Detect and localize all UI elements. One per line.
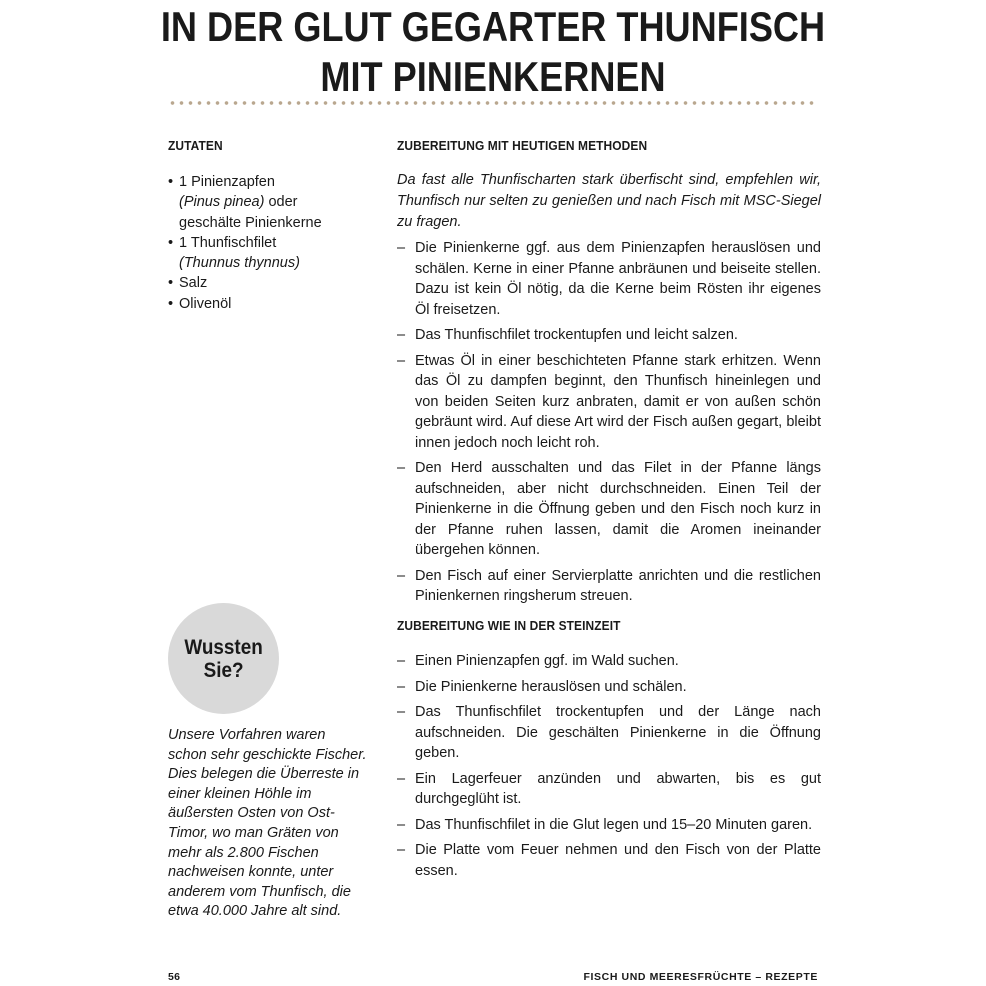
did-you-know-badge xyxy=(168,603,279,714)
page-number: 56 xyxy=(168,971,181,983)
step-text: Das Thunfischfilet trockentupfen und der Länge nach aufschneiden. Die geschälten Pinienkerne in die Öffnung geben. xyxy=(415,704,821,761)
ingredient-line xyxy=(179,192,348,212)
step-item xyxy=(397,458,821,561)
modern-method-intro: Da fast alle Thunfischarten stark überfischt sind, empfehlen wir, Thunfisch nur selten zu genießen und nach Fisch mit MSC-Siegel zu fragen. xyxy=(397,172,821,230)
step-text: Die Pinienkerne ggf. aus dem Pinienzapfen herauslösen und schälen. Kerne in einer Pfanne anbräunen und beiseite stellen. Dazu ist kein Öl nötig, da die Kerne beim Rösten ihr eigenes Öl freisetzen. xyxy=(415,240,821,318)
did-you-know-label xyxy=(184,636,262,682)
ingredient-text: (Thunnus thynnus) xyxy=(179,255,300,272)
step-text: Das Thunfischfilet in die Glut legen und 15–20 Minuten garen. xyxy=(415,816,813,833)
dotted-divider xyxy=(168,100,818,106)
dash-marker: – xyxy=(397,327,406,343)
dash-marker: – xyxy=(397,842,406,858)
bullet: • xyxy=(168,234,174,251)
step-text: Die Platte vom Feuer nehmen und den Fisch von der Platte essen. xyxy=(415,842,821,879)
ingredient-line xyxy=(179,253,348,273)
ingredient-line xyxy=(179,294,348,314)
dash-marker: – xyxy=(397,770,406,787)
step-text: Einen Pinienzapfen ggf. im Wald suchen. xyxy=(415,653,679,669)
recipe-title xyxy=(69,2,917,102)
ingredient-item xyxy=(168,273,348,293)
stoneage-method-steps xyxy=(397,651,821,886)
ingredients-list xyxy=(168,172,348,314)
dash-marker: – xyxy=(397,240,406,256)
dash-marker: – xyxy=(397,678,406,695)
step-text: Den Herd ausschalten und das Filet in der Pfanne längs aufschneiden, aber nicht durchschneiden. Einen Teil der Pinienkerne in die Öffnung geben und den Fisch noch kurz in der Pfanne ruhen lassen, damit die Aromen ineinander übergehen können. xyxy=(415,460,821,558)
bullet: • xyxy=(168,174,174,190)
modern-method-steps xyxy=(397,238,821,612)
step-text: Ein Lagerfeuer anzünden und abwarten, bis es gut durchgeglüht ist. xyxy=(415,770,821,807)
ingredient-line xyxy=(179,273,348,293)
step-item xyxy=(397,651,821,672)
dash-marker: – xyxy=(397,816,406,833)
did-you-know-text: Unsere Vorfahren waren schon sehr geschickte Fischer. Dies belegen die Überreste in einer kleinen Höhle im äußersten Osten von Ost-Timor, wo man Gräten von mehr als 2.800 Fischen nachweisen konnte, unter anderem vom Thunfisch, die etwa 40.000 Jahre alt sind. xyxy=(168,727,367,920)
ingredient-text: (Pinus pinea) xyxy=(179,194,265,211)
step-item xyxy=(397,815,821,836)
dash-marker: – xyxy=(397,460,406,476)
badge-line-2: Sie? xyxy=(203,658,244,682)
step-item xyxy=(397,566,821,607)
step-text: Die Pinienkerne herauslösen und schälen. xyxy=(415,678,687,695)
ingredient-text: geschälte Pinienkerne xyxy=(179,214,322,231)
ingredient-line xyxy=(179,172,348,192)
recipe-title-line-1: IN DER GLUT GEGARTER THUNFISCH xyxy=(160,3,826,50)
ingredient-line xyxy=(179,233,348,253)
dash-marker: – xyxy=(397,567,406,584)
step-item xyxy=(397,840,821,881)
recipe-title-line-2: MIT PINIENKERNEN xyxy=(320,53,666,100)
step-item xyxy=(397,677,821,698)
ingredient-item xyxy=(168,233,348,274)
badge-line-1: Wussten xyxy=(184,635,263,659)
step-text: Den Fisch auf einer Servierplatte anrichten und die restlichen Pinienkernen ringsherum streuen. xyxy=(415,567,821,604)
ingredient-text: 1 Thunfischfilet xyxy=(179,234,277,251)
ingredient-item xyxy=(168,294,348,314)
running-footer: FISCH UND MEERESFRÜCHTE – REZEPTE xyxy=(583,971,818,983)
ingredient-line xyxy=(179,213,348,233)
dash-marker: – xyxy=(397,704,406,720)
dash-marker: – xyxy=(397,352,406,369)
step-item xyxy=(397,238,821,320)
ingredient-item xyxy=(168,172,348,233)
step-item xyxy=(397,702,821,764)
ingredient-text: 1 Pinienzapfen xyxy=(179,174,275,190)
step-item xyxy=(397,325,821,346)
bullet: • xyxy=(168,295,174,312)
step-text: Etwas Öl in einer beschichteten Pfanne stark erhitzen. Wenn das Öl zu dampfen beginnt, den Thunfisch hineinlegen und von beiden Seiten kurz anbraten, damit er von außen schön gebräunt wird. Auf diese Art wird der Fisch außen gegart, bleibt innen jedoch noch leicht roh. xyxy=(415,352,821,451)
step-item xyxy=(397,351,821,454)
ingredient-text: Olivenöl xyxy=(179,295,232,312)
ingredients-heading: ZUTATEN xyxy=(168,138,223,153)
step-item xyxy=(397,769,821,810)
bullet: • xyxy=(168,275,174,292)
modern-method-heading: ZUBEREITUNG MIT HEUTIGEN METHODEN xyxy=(397,138,648,153)
ingredient-suffix: oder xyxy=(264,194,298,211)
stoneage-method-heading: ZUBEREITUNG WIE IN DER STEINZEIT xyxy=(397,618,621,633)
dash-marker: – xyxy=(397,653,406,669)
step-text: Das Thunfischfilet trockentupfen und leicht salzen. xyxy=(415,327,738,343)
ingredient-text: Salz xyxy=(179,275,208,292)
